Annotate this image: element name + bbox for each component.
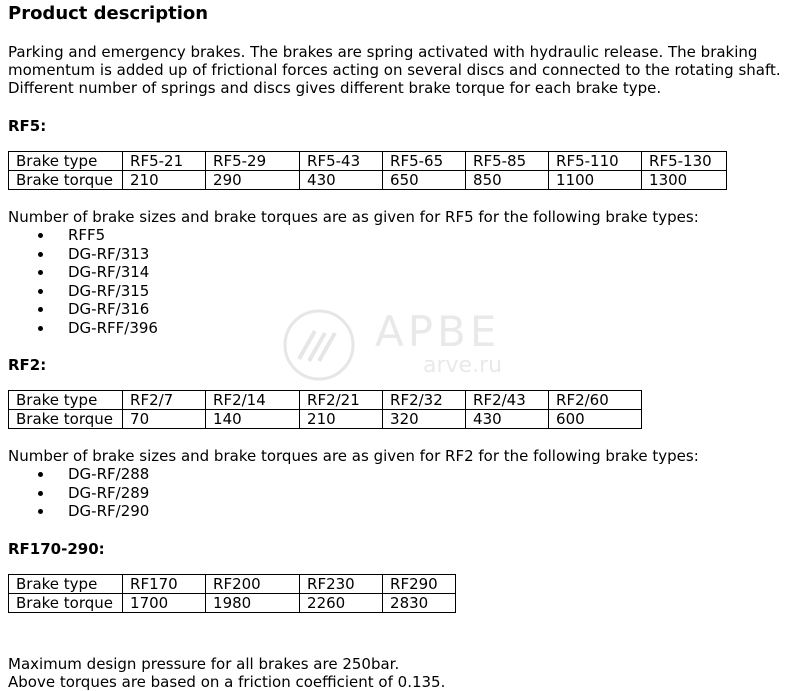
footer-line-pressure: Maximum design pressure for all brakes are 250bar. — [8, 654, 400, 673]
table-cell: 1700 — [123, 593, 206, 612]
list-item: DG-RF/315 — [68, 282, 783, 301]
rf2-table — [8, 390, 642, 429]
table-cell: 290 — [206, 171, 300, 190]
table-row — [9, 391, 642, 410]
row-label-brake-type: Brake type — [9, 391, 123, 410]
table-row — [9, 593, 456, 612]
table-cell: RF200 — [206, 574, 300, 593]
section-title-rf2: RF2: — [8, 356, 47, 374]
watermark-brand: АРВЕ — [375, 307, 501, 356]
rf2-type-list — [8, 465, 783, 521]
table-row — [9, 152, 727, 171]
table-cell: 1300 — [642, 171, 727, 190]
list-item: DG-RF/289 — [68, 484, 783, 503]
table-cell: 1100 — [549, 171, 642, 190]
table-cell: RF170 — [123, 574, 206, 593]
table-cell: RF2/32 — [383, 391, 466, 410]
table-cell: 70 — [123, 410, 206, 429]
table-cell: 850 — [466, 171, 549, 190]
table-cell: 1980 — [206, 593, 300, 612]
list-item: RFF5 — [68, 226, 783, 245]
table-cell: RF230 — [300, 574, 383, 593]
table-cell: 430 — [466, 410, 549, 429]
watermark-site: arve.ru — [423, 353, 503, 378]
page-title: Product description — [8, 3, 209, 24]
table-cell: RF5-85 — [466, 152, 549, 171]
table-cell: 140 — [206, 410, 300, 429]
list-item: DG-RF/316 — [68, 300, 783, 319]
table-cell: RF5-21 — [123, 152, 206, 171]
table-cell: RF5-65 — [383, 152, 466, 171]
product-description — [8, 0, 783, 691]
row-label-brake-type: Brake type — [9, 152, 123, 171]
table-cell: 2260 — [300, 593, 383, 612]
list-item: DG-RF/290 — [68, 502, 783, 521]
row-label-brake-torque: Brake torque — [9, 171, 123, 190]
row-label-brake-torque: Brake torque — [9, 410, 123, 429]
section-title-rf5: RF5: — [8, 117, 47, 135]
intro-text: Parking and emergency brakes. The brakes are spring activated with hydraulic release. The braking momentum is added up of frictional forces acting on several discs and connected to the rotating shaft. Different number of springs and discs gives different brake torque for each brake type. — [8, 43, 781, 97]
table-cell: RF290 — [383, 574, 456, 593]
row-label-brake-type: Brake type — [9, 574, 123, 593]
list-item: DG-RF/314 — [68, 263, 783, 282]
table-row — [9, 410, 642, 429]
table-cell: RF5-110 — [549, 152, 642, 171]
table-cell: RF2/14 — [206, 391, 300, 410]
rf2-note: Number of brake sizes and brake torques are as given for RF2 for the following brake types: — [8, 447, 699, 465]
list-item: DG-RFF/396 — [68, 319, 783, 338]
rf5-table — [8, 151, 727, 190]
table-cell: RF2/21 — [300, 391, 383, 410]
table-cell: 600 — [549, 410, 642, 429]
table-cell: 210 — [300, 410, 383, 429]
row-label-brake-torque: Brake torque — [9, 593, 123, 612]
table-cell: 650 — [383, 171, 466, 190]
footer-line-friction: Above torques are based on a friction coefficient of 0.135. — [8, 672, 446, 691]
rf5-note: Number of brake sizes and brake torques are as given for RF5 for the following brake types: — [8, 208, 699, 226]
table-cell: 210 — [123, 171, 206, 190]
table-cell: RF5-43 — [300, 152, 383, 171]
section-title-rf170-290: RF170-290: — [8, 539, 105, 558]
table-cell: 320 — [383, 410, 466, 429]
list-item: DG-RF/313 — [68, 245, 783, 264]
table-cell: RF2/43 — [466, 391, 549, 410]
footer-notes — [8, 655, 783, 691]
table-cell: RF2/60 — [549, 391, 642, 410]
table-cell: 430 — [300, 171, 383, 190]
table-cell: RF5-130 — [642, 152, 727, 171]
rf5-type-list — [8, 226, 783, 337]
table-row — [9, 574, 456, 593]
table-cell: RF5-29 — [206, 152, 300, 171]
list-item: DG-RF/288 — [68, 465, 783, 484]
table-cell: RF2/7 — [123, 391, 206, 410]
table-cell: 2830 — [383, 593, 456, 612]
rf170-290-table — [8, 574, 456, 613]
table-row — [9, 171, 727, 190]
